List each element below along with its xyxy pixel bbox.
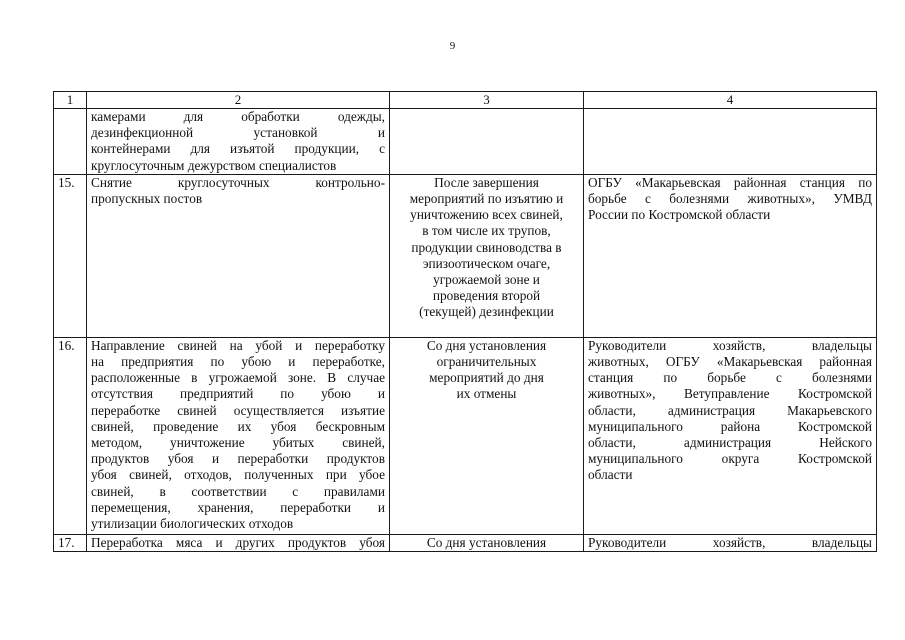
responsible-cell [584,174,877,337]
text-line: угрожаемой зоне и [433,272,540,288]
row-number-cell: 16. [54,337,87,534]
text-line: ОГБУ «Макарьевская районная станция по [588,174,872,190]
text-line: Со дня установления [426,337,547,353]
text-line: расположенные в угрожаемой зоне. В случае [91,370,385,386]
text-line: Руководители хозяйств, владельцы [588,534,872,550]
text-line: области [588,467,633,483]
text-line: России по Костромской области [588,207,771,223]
row-number-cell: 17. [54,534,87,551]
text-line: свиней, в соответствии с правилами [91,483,385,499]
text-line: камерами для обработки одежды, [91,109,385,124]
text-line: Снятие круглосуточных контрольно- [91,174,385,190]
responsible-cell [584,337,877,534]
text-line: муниципального района Костромской [588,418,872,434]
timing-cell [390,534,584,551]
text-line: муниципального округа Костромской [588,451,872,467]
measure-cell [87,534,390,551]
text-line: контейнерами для изъятой продукции, с [91,141,385,157]
text-line: (текущей) дезинфекции [419,304,554,320]
measure-cell [87,174,390,337]
text-line: пропускных постов [91,191,203,207]
responsible-cell [584,534,877,551]
text-line: эпизоотическом очаге, [422,255,551,271]
text-line: перемещения, хранения, переработки и [91,499,385,515]
text-line: мероприятий по изъятию и [409,191,564,207]
text-line: убоя свиней, отходов, полученных при убое [91,467,385,483]
column-number-4: 4 [584,92,877,109]
text-line: Со дня установления [426,534,547,550]
text-line: Переработка мяса и других продуктов убоя [91,534,385,550]
row-number-cell: 15. [54,174,87,337]
text-line: проведения второй [432,288,541,304]
text-line: уничтожению всех свиней, [410,207,563,223]
text-line: дезинфекционной установкой и [91,125,385,141]
column-number-3: 3 [390,92,584,109]
timing-cell [390,174,584,337]
column-number-2: 2 [87,92,390,109]
measure-cell [87,337,390,534]
text-line: методом, уничтожение убитых свиней, [91,435,385,451]
column-number-1: 1 [54,92,87,109]
text-line: области, администрация Нейского [588,435,872,451]
page-number: 9 [449,40,456,52]
timing-cell [390,109,584,175]
text-line: их отмены [456,386,517,402]
text-line: борьбе с болезнями животных», УМВД [588,191,872,207]
text-line: на предприятия по убою и переработке, [91,354,385,370]
text-line: мероприятий до дня [429,370,544,386]
text-line: отсутствия предприятий по убою и [91,386,385,402]
text-line: продуктов убоя и переработки продуктов [91,451,385,467]
text-line: Руководители хозяйств, владельцы [588,337,872,353]
measure-cell [87,109,390,175]
timing-cell [390,337,584,534]
table-row [54,534,877,551]
table-row [54,337,877,534]
text-line: переработке свиней осуществляется изъятие [91,402,385,418]
text-line: в том числе их трупов, [422,223,551,239]
measures-table [53,91,877,552]
text-line: области, администрация Макарьевского [588,402,872,418]
text-line: животных, ОГБУ «Макарьевская районная [588,354,872,370]
table-row [54,174,877,337]
table-row-continuation [54,109,877,175]
row-number-cell [54,109,87,175]
responsible-cell [584,109,877,175]
text-line: свиней, проведение их убоя бескровным [91,418,385,434]
column-number-row [54,92,877,109]
text-line: После завершения [434,174,539,190]
text-line: Направление свиней на убой и переработку [91,337,385,353]
text-line: животных», Ветуправление Костромской [588,386,872,402]
text-line: ограничительных [436,354,537,370]
text-line: продукции свиноводства в [411,239,562,255]
text-line: утилизации биологических отходов [91,516,294,532]
text-line: станция по борьбе с болезнями [588,370,872,386]
text-line: круглосуточным дежурством специалистов [91,157,337,173]
